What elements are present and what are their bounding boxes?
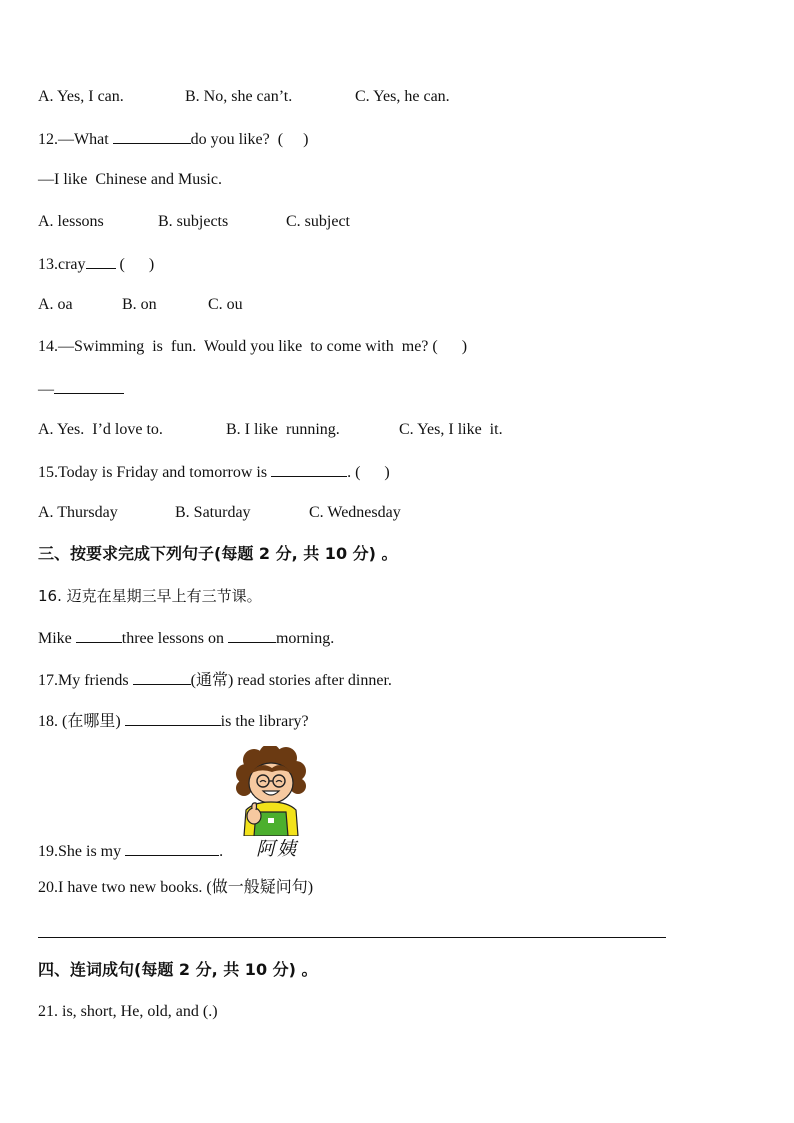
q16-fill bbox=[38, 628, 334, 649]
q12-stem-post: do you like? ( ) bbox=[190, 131, 309, 148]
q14-option-b: B. I like running. bbox=[226, 421, 340, 438]
q13-stem bbox=[38, 254, 154, 275]
q13-stem-post: ( ) bbox=[115, 256, 155, 273]
q18-blank[interactable] bbox=[125, 711, 221, 726]
q12-stem bbox=[38, 129, 308, 150]
q12-stem-pre: 12.—What bbox=[38, 131, 113, 148]
q17-blank[interactable] bbox=[133, 670, 191, 685]
q12-blank[interactable] bbox=[113, 129, 191, 144]
q12-option-c: C. subject bbox=[286, 213, 350, 230]
q13-option-c: C. ou bbox=[208, 296, 243, 313]
q13-blank[interactable] bbox=[86, 254, 116, 269]
q16-fill-pre: Mike bbox=[38, 630, 76, 647]
q13-option-a: A. oa bbox=[38, 296, 73, 313]
q17-stem-pre: 17.My friends bbox=[38, 672, 133, 689]
q18-stem-post: is the library? bbox=[220, 713, 309, 730]
q16-fill-mid: three lessons on bbox=[121, 630, 228, 647]
q15-stem-pre: 15.Today is Friday and tomorrow is bbox=[38, 464, 272, 481]
q14-option-a: A. Yes. I’d love to. bbox=[38, 421, 163, 438]
q11-option-c: C. Yes, he can. bbox=[355, 88, 450, 105]
q12-option-a: A. lessons bbox=[38, 213, 104, 230]
q11-option-b: B. No, she can’t. bbox=[185, 88, 293, 105]
q16-blank-1[interactable] bbox=[76, 628, 122, 643]
q15-option-b: B. Saturday bbox=[175, 504, 251, 521]
section-3-title: 三、按要求完成下列句子(每题 2 分, 共 10 分) 。 bbox=[38, 544, 398, 563]
q21-stem: 21. is, short, He, old, and (.) bbox=[38, 1003, 218, 1020]
q13-option-b: B. on bbox=[122, 296, 157, 313]
q13-stem-pre: 13.cray bbox=[38, 256, 86, 273]
q18-stem-pre: 18. (在哪里) bbox=[38, 713, 125, 730]
q14-stem: 14.—Swimming is fun. Would you like to come with me? ( ) bbox=[38, 338, 468, 355]
q19-stem-post: . bbox=[219, 843, 224, 860]
q20-answer-line[interactable] bbox=[38, 937, 666, 938]
q19-blank[interactable] bbox=[125, 841, 219, 856]
q12-option-b: B. subjects bbox=[158, 213, 229, 230]
aunt-icon bbox=[232, 746, 316, 836]
q12-reply: —I like Chinese and Music. bbox=[38, 171, 222, 188]
q17-stem-post: (通常) read stories after dinner. bbox=[190, 672, 392, 689]
q18-stem bbox=[38, 711, 309, 732]
q17-stem bbox=[38, 670, 392, 691]
q19-stem-pre: 19.She is my bbox=[38, 843, 126, 860]
q16-fill-post: morning. bbox=[275, 630, 335, 647]
q19-stem bbox=[38, 841, 223, 862]
q20-stem: 20.I have two new books. (做一般疑问句) bbox=[38, 879, 314, 896]
q11-option-a: A. Yes, I can. bbox=[38, 88, 124, 105]
aunt-label: 阿姨 bbox=[256, 838, 299, 860]
q15-blank[interactable] bbox=[271, 462, 347, 477]
q15-option-a: A. Thursday bbox=[38, 504, 118, 521]
q14-reply bbox=[38, 379, 124, 400]
q14-reply-prefix: — bbox=[38, 381, 54, 398]
q14-blank[interactable] bbox=[54, 379, 124, 394]
q15-option-c: C. Wednesday bbox=[309, 504, 401, 521]
q15-stem-post: . ( ) bbox=[347, 464, 390, 481]
q16-blank-2[interactable] bbox=[228, 628, 276, 643]
q16-stem: 16. 迈克在星期三早上有三节课。 bbox=[38, 587, 262, 605]
q14-option-c: C. Yes, I like it. bbox=[399, 421, 503, 438]
section-4-title: 四、连词成句(每题 2 分, 共 10 分) 。 bbox=[38, 960, 318, 979]
q15-stem bbox=[38, 462, 390, 483]
